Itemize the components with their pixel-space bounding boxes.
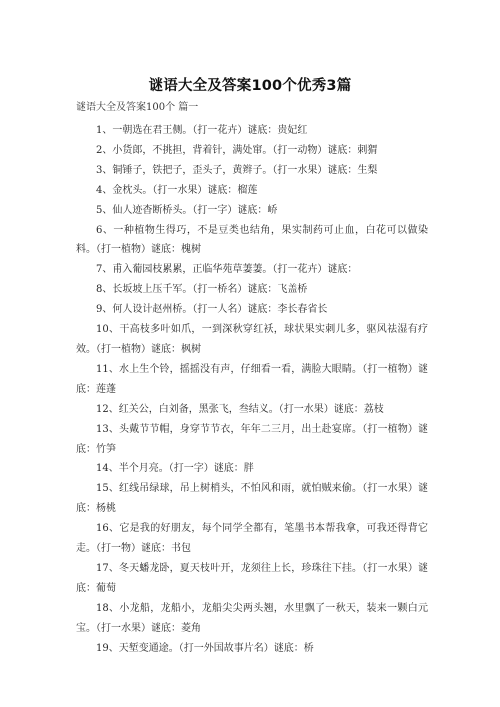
riddle-item: 17、冬天蟠龙卧，夏天枝叶开，龙须往上长，珍珠往下挂。（打一水果）谜底：葡萄	[76, 562, 428, 594]
riddle-item: 19、天堑变通途。（打一外国故事片名）谜底：桥	[96, 642, 314, 654]
document-title: 谜语大全及答案100个优秀3篇	[148, 78, 352, 94]
riddle-item: 8、长坂坡上压千军。（打一桥名）谜底：飞盖桥	[96, 284, 308, 296]
riddle-item: 3、铜锤子，铁把子，歪头子，黄辫子。（打一水果）谜底：生梨	[96, 164, 378, 176]
riddle-item: 11、水上生个铃，摇摇没有声，仔细看一看，满脸大眼睛。（打一植物）谜底：莲蓬	[76, 363, 428, 395]
riddle-item: 18、小龙船，龙船小，龙船尖尖两头翘，水里飘了一秋天，装来一颗白元宝。（打一水果）谜底：菱角	[76, 602, 428, 634]
riddle-item: 7、甫入葡园枝累累，正临华苑草萋萋。（打一花卉）谜底：	[96, 264, 358, 276]
riddle-item: 4、金枕头。（打一水果）谜底：榴莲	[96, 184, 258, 196]
riddle-item: 6、一种植物生得巧，不是豆类也结角，果实制药可止血，白花可以做染料。（打一植物）谜底：槐树	[76, 224, 428, 256]
riddle-item: 1、一朝选在君王侧。（打一花卉）谜底：贵妃红	[96, 125, 308, 136]
riddle-item: 2、小货郎，不挑担，背着针，满处窜。（打一动物）谜底：刺猬	[96, 144, 378, 156]
riddle-item: 5、仙人迹杳断桥头。（打一字）谜底：峤	[96, 204, 278, 216]
riddle-item: 10、干高枝多叶如爪，一到深秋穿红袄，球状果实刺儿多，驱风祛湿有疗效。（打一植物）谜底：枫树	[76, 324, 428, 355]
riddle-item: 14、半个月亮。（打一字）谜底：胖	[96, 463, 254, 475]
riddle-item: 12、红关公，白刘备，黑张飞，叁结义。（打一水果）谜底：荔枝	[96, 403, 384, 415]
riddle-list	[76, 121, 428, 658]
section-heading: 谜语大全及答案100个 篇一	[76, 102, 199, 113]
riddle-item: 13、头戴节节帽，身穿节节衣，年年二三月，出土赴宴席。（打一植物）谜底：竹笋	[76, 423, 428, 455]
riddle-item: 16、它是我的好朋友，每个同学全都有，笔墨书本帮我拿，可我还得背它走。（打一物）谜底：书包	[76, 523, 428, 555]
riddle-item: 15、红线吊绿球，吊上树梢头，不怕风和雨，就怕贼来偷。（打一水果）谜底：杨桃	[76, 483, 428, 515]
riddle-item: 9、何人设计赵州桥。（打一人名）谜底：李长春省长	[96, 304, 328, 316]
